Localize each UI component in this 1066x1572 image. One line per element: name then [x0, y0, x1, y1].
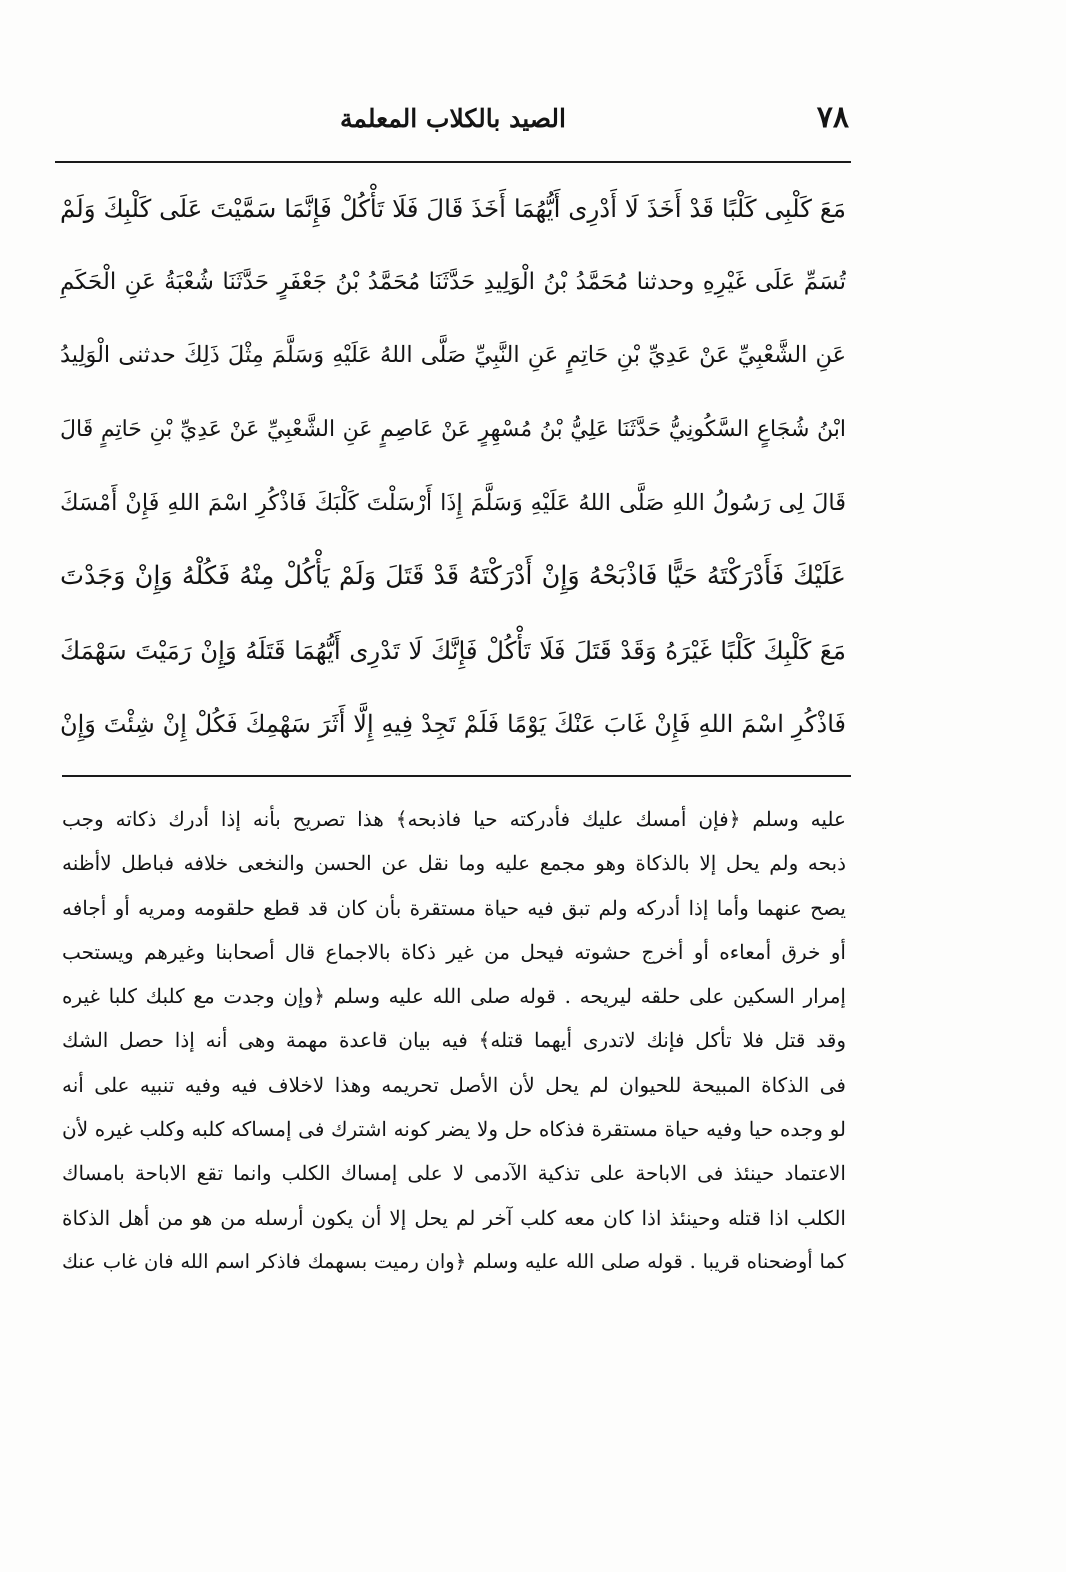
main-text-line: مَعَ كَلْبِكَ كَلْبًا غَيْرَهُ وَقَدْ قَتَلَ فَلَا تَأْكُلْ فَإِنَّكَ لَا تَدْرِى أَيُّهُمَا قَتَلَهُ وَإِنْ رَمَيْتَ سَهْمَكَ [60, 636, 846, 666]
main-text-line: مَعَ كَلْبِى كَلْبًا قَدْ أَخَذَ لَا أَدْرِى أَيُّهُمَا أَخَذَ قَالَ فَلَا تَأْكُلْ فَإِنَّمَا سَمَّيْتَ عَلَى كَلْبِكَ وَلَمْ [60, 194, 846, 223]
commentary-text [62, 797, 846, 1357]
running-title: الصيد بالكلاب المعلمة [340, 104, 566, 133]
main-text-line: تُسَمِّ عَلَى غَيْرِهِ وحدثنا مُحَمَّدُ بْنُ الْوَلِيدِ حَدَّثَنَا مُحَمَّدُ بْنُ جَعْفَرٍ حَدَّثَنَا شُعْبَةُ عَنِ الْحَكَمِ [60, 268, 846, 295]
main-text-line: قَالَ لِى رَسُولُ اللهِ صَلَّى اللهُ عَلَيْهِ وَسَلَّمَ إِذَا أَرْسَلْتَ كَلْبَكَ فَاذْكُرِ اسْمَ اللهِ فَإِنْ أَمْسَكَ [60, 489, 846, 516]
page-header [55, 96, 851, 146]
page-number: ٧٨ [816, 100, 849, 135]
commentary-line: الاعتماد حينئذ فى الاباحة على تذكية الآدمى لا على إمساك الكلب وانما تقع الاباحة بامساك [62, 1161, 846, 1186]
commentary-line: يصح عنهما وأما إذا أدركه ولم تبق فيه حياة مستقرة بأن كان قد قطع حلقومه ومريه أو أجافه [62, 895, 846, 920]
commentary-line: ذبحه ولم يحل إلا بالذكاة وهو مجمع عليه وما نقل عن الحسن والنخعى خلافه فباطل لاأظنه [62, 851, 846, 876]
commentary-line: عليه وسلم ﴿فإن أمسك عليك فأدركته حيا فاذبحه﴾ هذا تصريح بأنه إذا أدرك ذكاته وجب [62, 807, 846, 831]
main-text [60, 172, 846, 762]
main-text-line: عَلَيْكَ فَأَدْرَكْتَهُ حَيًّا فَاذْبَحْهُ وَإِنْ أَدْرَكْتَهُ قَدْ قَتَلَ وَلَمْ يَأْكُلْ مِنْهُ فَكُلْهُ وَإِنْ وَجَدْتَ [60, 561, 846, 592]
commentary-line: أو خرق أمعاءه أو أخرج حشوته فيحل من غير ذكاة بالاجماع قال أصحابنا وغيرهم ويستحب [62, 939, 846, 964]
commentary-line: وقد قتل فلا تأكل فإنك لاتدرى أيهما قتله﴾ فيه بيان قاعدة مهمة وهى أنه إذا حصل الشك [62, 1028, 846, 1053]
commentary-line: كما أوضحناه قريبا . قوله صلى الله عليه وسلم ﴿وان رميت بسهمك فاذكر اسم الله فان غاب عنك [62, 1249, 846, 1273]
commentary-divider [62, 775, 851, 777]
main-text-line: فَاذْكُرِ اسْمَ اللهِ فَإِنْ غَابَ عَنْكَ يَوْمًا فَلَمْ تَجِدْ فِيهِ إِلَّا أَثَرَ سَهْمِكَ فَكُلْ إِنْ شِئْتَ وَإِنْ [60, 709, 846, 738]
commentary-line: إمرار السكين على حلقه ليريحه . قوله صلى الله عليه وسلم ﴿وإن وجدت مع كلبك كلبا غيره [62, 984, 846, 1009]
commentary-line: فى الذكاة المبيحة للحيوان لم يحل لأن الأصل تحريمه وهذا لاخلاف فيه وفيه تنبيه على أنه [62, 1072, 846, 1097]
main-text-line: عَنِ الشَّعْبِيِّ عَنْ عَدِيِّ بْنِ حَاتِمٍ عَنِ النَّبِيِّ صَلَّى اللهُ عَلَيْهِ وَسَلَّمَ مِثْلَ ذَلِكَ حدثنى الْوَلِيدُ [60, 342, 846, 369]
commentary-line: لو وجده حيا وفيه حياة مستقرة فذكاه حل ولا يضر كونه اشترك فى إمساكه كلبه وكلب غيره لأن [62, 1117, 846, 1142]
commentary-line: الكلب اذا قتله وحينئذ اذا كان معه كلب آخر لم يحل إلا أن يكون أرسله من هو من أهل الذكاة [62, 1205, 846, 1230]
header-divider [55, 161, 851, 163]
main-text-line: ابْنُ شُجَاعٍ السَّكُونِيُّ حَدَّثَنَا عَلِيُّ بْنُ مُسْهِرٍ عَنْ عَاصِمٍ عَنِ الشَّعْبِيِّ عَنْ عَدِيِّ بْنِ حَاتِمٍ قَالَ [60, 417, 846, 443]
